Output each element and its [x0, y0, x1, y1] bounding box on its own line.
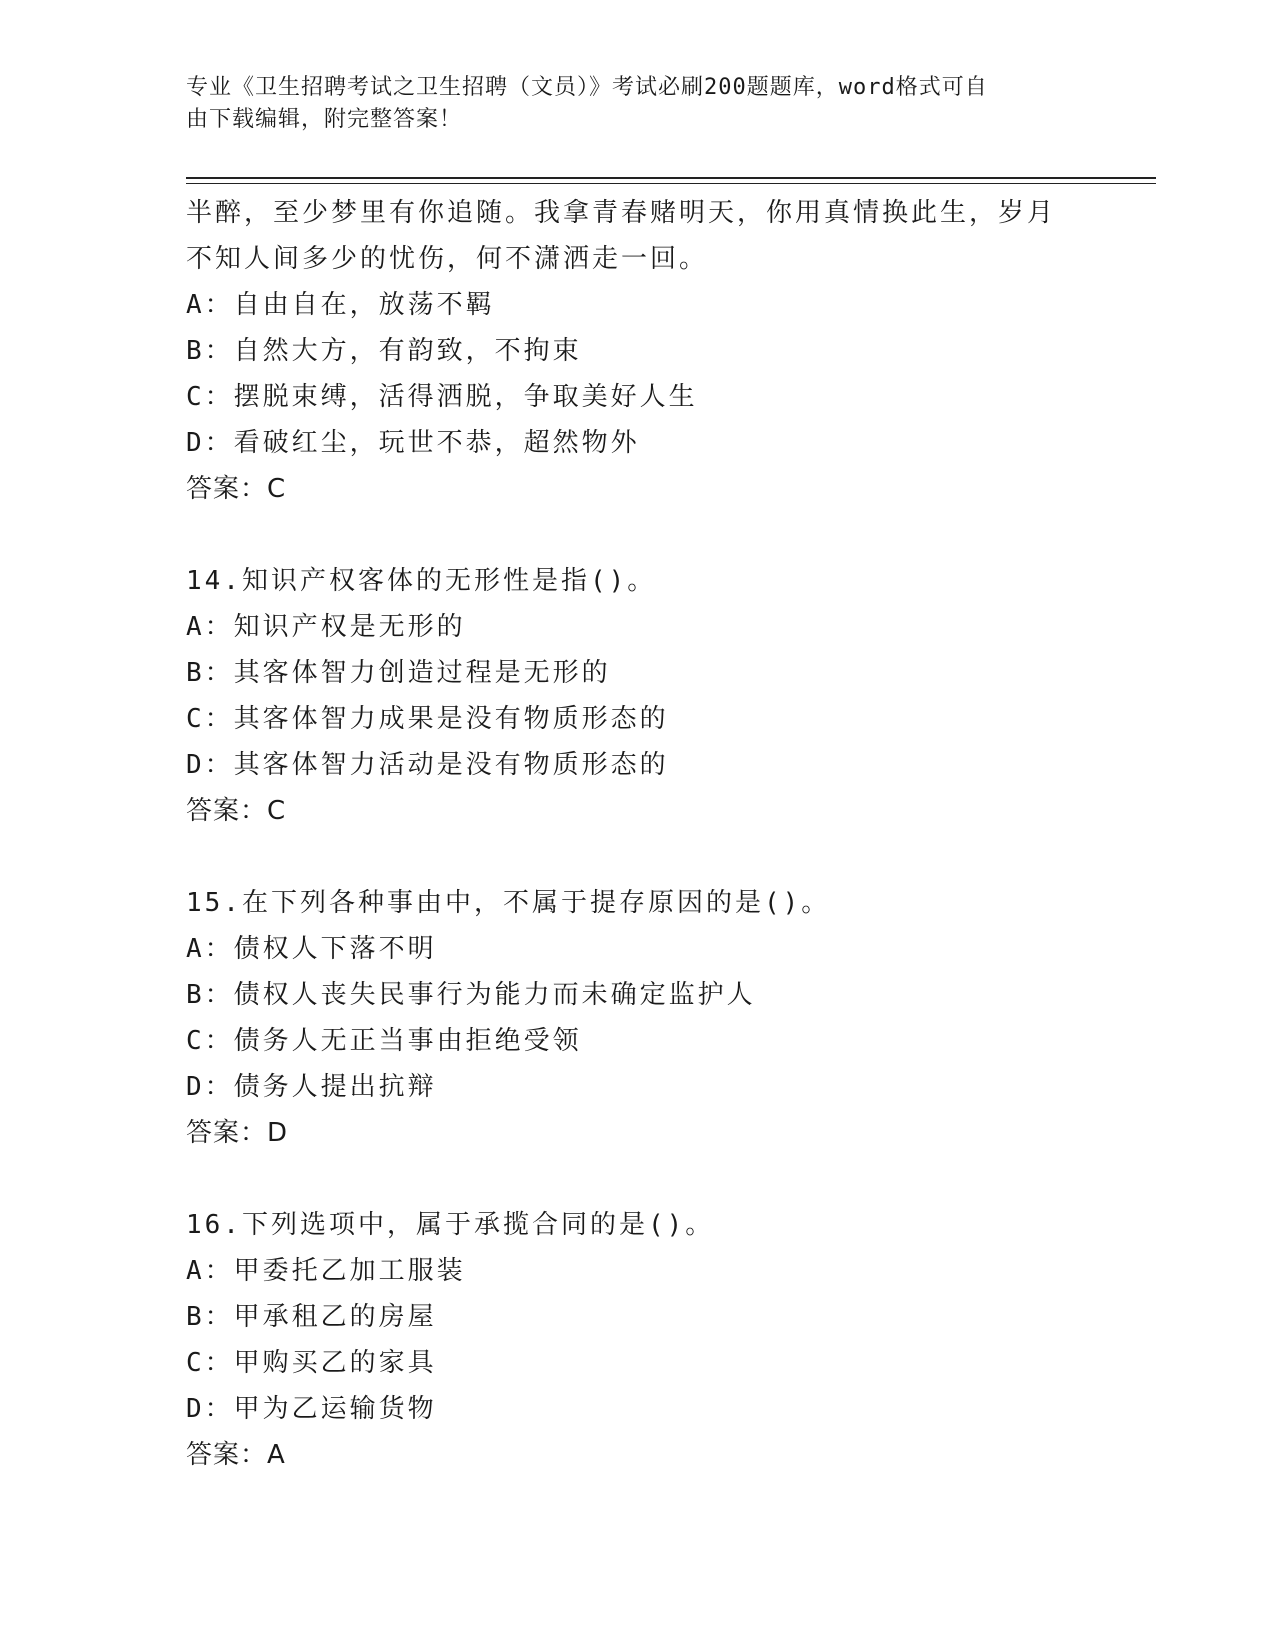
spacer	[186, 1156, 1146, 1202]
question-list	[186, 190, 1146, 1478]
spacer	[186, 834, 1146, 880]
question-16-option-b: B：甲承租乙的房屋	[186, 1302, 437, 1332]
header-title-line-1: 专业《卫生招聘考试之卫生招聘（文员）》考试必刷200题题库，word格式可自	[186, 75, 988, 100]
header-divider-thick	[186, 177, 1156, 179]
question-15-option-c: C：债务人无正当事由拒绝受领	[186, 1026, 582, 1056]
question-13-block	[186, 190, 1146, 512]
question-13-text-line-2: 不知人间多少的忧伤，何不潇洒走一回。	[186, 244, 709, 274]
question-13-option-b: B：自然大方，有韵致，不拘束	[186, 336, 582, 366]
question-13-answer: 答案：C	[186, 474, 287, 504]
question-15-text: 15.在下列各种事由中，不属于提存原因的是()。	[186, 888, 831, 918]
question-14-option-d: D：其客体智力活动是没有物质形态的	[186, 750, 669, 780]
question-14-answer: 答案：C	[186, 796, 287, 826]
question-16-text: 16.下列选项中，属于承揽合同的是()。	[186, 1210, 715, 1240]
question-13-option-c: C：摆脱束缚，活得洒脱，争取美好人生	[186, 382, 698, 412]
question-16-block	[186, 1202, 1146, 1478]
question-16-option-d: D：甲为乙运输货物	[186, 1394, 437, 1424]
question-13-option-a: A：自由自在，放荡不羁	[186, 290, 495, 320]
question-13-text-line-1: 半醉，至少梦里有你追随。我拿青春赌明天，你用真情换此生，岁月	[186, 198, 1057, 228]
question-14-block	[186, 558, 1146, 834]
question-13-option-d: D：看破红尘，玩世不恭，超然物外	[186, 428, 640, 458]
question-16-answer: 答案：A	[186, 1440, 286, 1470]
question-15-block	[186, 880, 1146, 1156]
question-14-text: 14.知识产权客体的无形性是指()。	[186, 566, 657, 596]
question-14-option-c: C：其客体智力成果是没有物质形态的	[186, 704, 669, 734]
question-16-option-c: C：甲购买乙的家具	[186, 1348, 437, 1378]
header-divider-thin	[186, 183, 1156, 184]
question-14-option-b: B：其客体智力创造过程是无形的	[186, 658, 611, 688]
header-title-line-2: 由下载编辑，附完整答案！	[186, 107, 463, 132]
question-15-answer: 答案：D	[186, 1118, 289, 1148]
document-header	[186, 72, 1086, 136]
question-15-option-d: D：债务人提出抗辩	[186, 1072, 437, 1102]
question-15-option-b: B：债权人丧失民事行为能力而未确定监护人	[186, 980, 756, 1010]
spacer	[186, 512, 1146, 558]
question-14-option-a: A：知识产权是无形的	[186, 612, 466, 642]
question-16-option-a: A：甲委托乙加工服装	[186, 1256, 466, 1286]
question-15-option-a: A：债权人下落不明	[186, 934, 437, 964]
